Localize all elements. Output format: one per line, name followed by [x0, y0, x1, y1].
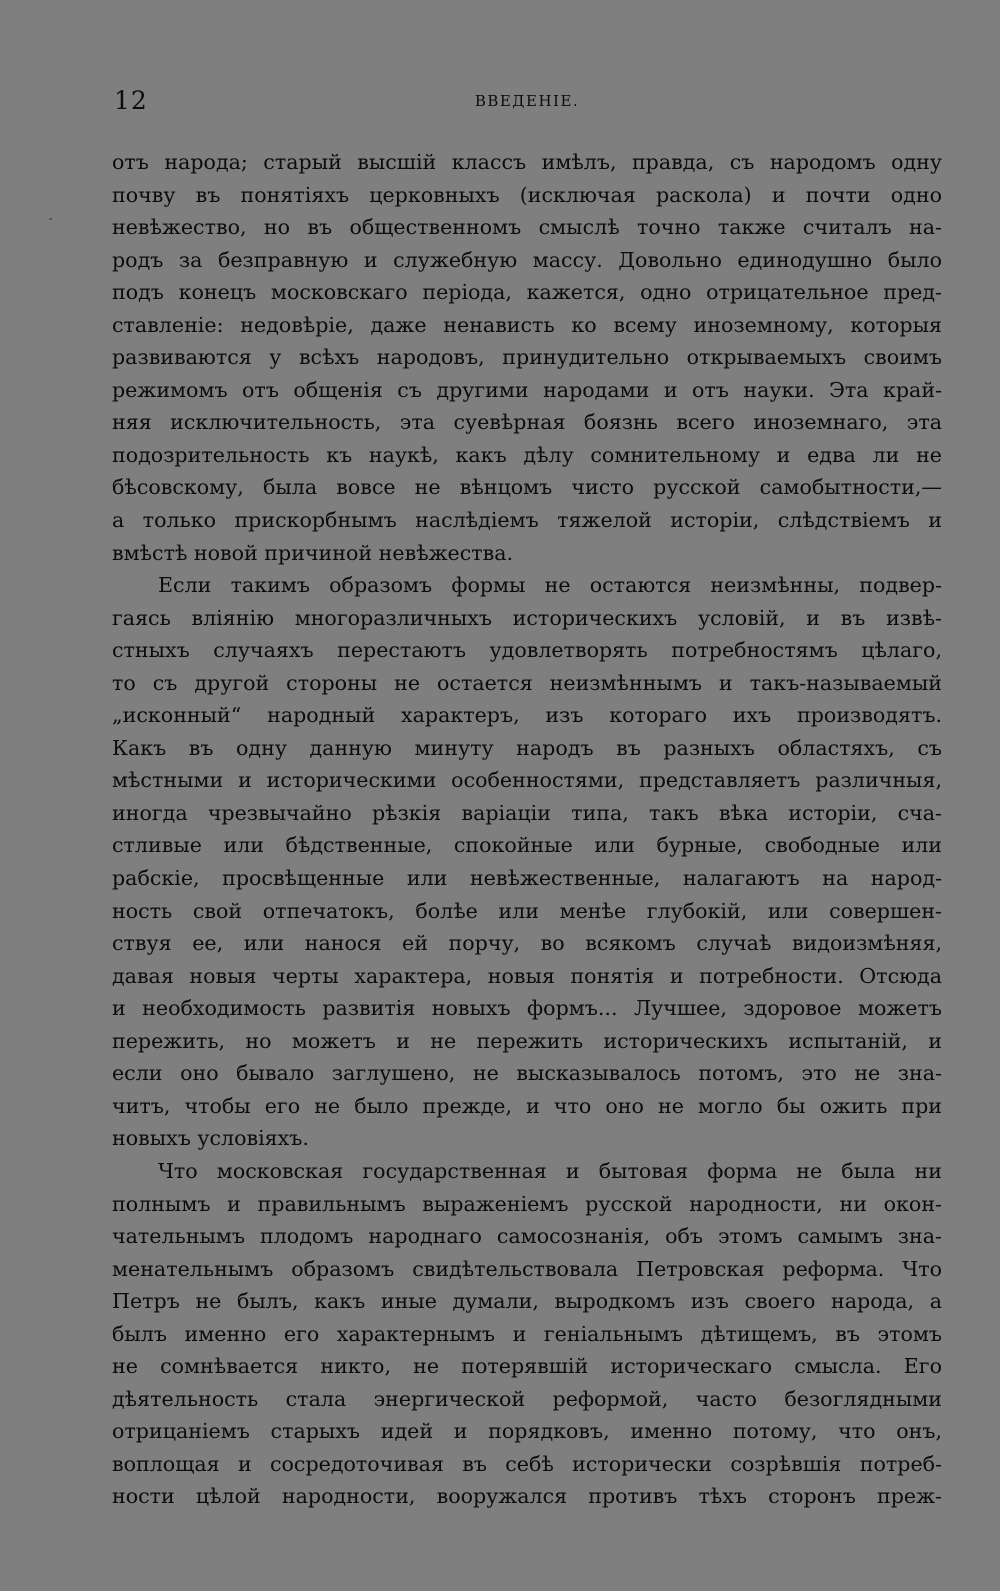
running-title: ВВЕДЕНІЕ.	[474, 92, 580, 110]
text-line: полнымъ и правильнымъ выраженіемъ русской народности, ни окон-	[112, 1191, 942, 1216]
page-number: 12	[114, 86, 148, 115]
text-line: иногда чрезвычайно рѣзкія варіаціи типа, такъ вѣка исторіи, сча-	[112, 800, 942, 825]
page-header	[112, 86, 942, 122]
text-line: стливые или бѣдственные, спокойные или бурные, свободные или	[112, 833, 942, 858]
text-line: развиваются у всѣхъ народовъ, принудительно открываемыхъ своимъ	[112, 345, 942, 370]
text-line: ствуя ее, или нанося ей порчу, во всякомъ случаѣ видоизмѣняя,	[112, 931, 942, 956]
text-line: пережить, но можетъ и не пережить историческихъ испытаній, и	[112, 1028, 942, 1053]
text-line: дѣятельность стала энергической реформой, часто безоглядными	[112, 1386, 942, 1411]
text-line: новыхъ условіяхъ.	[112, 1126, 309, 1151]
text-line: Если такимъ образомъ формы не остаются неизмѣнны, подвер-	[158, 573, 942, 598]
text-line: менательнымъ образомъ свидѣтельствовала Петровская реформа. Что	[112, 1256, 942, 1281]
text-line: Какъ въ одну данную минуту народъ въ разныхъ областяхъ, съ	[112, 735, 942, 760]
text-line: ставленіе: недовѣріе, даже ненависть ко всему иноземному, которыя	[112, 312, 942, 337]
text-line: почву въ понятіяхъ церковныхъ (исключая раскола) и почти одно	[112, 182, 942, 207]
text-line: чательнымъ плодомъ народнаго самосознанія, объ этомъ самымъ зна-	[112, 1224, 942, 1249]
text-line: то съ другой стороны не остается неизмѣннымъ и такъ-называемый	[112, 670, 942, 695]
text-line: невѣжество, но въ общественномъ смыслѣ точно также считалъ на-	[112, 215, 942, 240]
text-line: былъ именно его характернымъ и геніальнымъ дѣтищемъ, въ этомъ	[112, 1321, 942, 1346]
text-line: не сомнѣвается никто, не потерявшій историческаго смысла. Его	[112, 1354, 942, 1379]
text-line: воплощая и сосредоточивая въ себѣ исторически созрѣвшія потреб-	[112, 1451, 942, 1476]
scan-speck	[49, 218, 52, 220]
text-line: „исконный“ народный характеръ, изъ котораго ихъ производятъ.	[112, 703, 942, 728]
text-line: Петръ не былъ, какъ иные думали, выродкомъ изъ своего народа, а	[112, 1289, 942, 1314]
text-line: читъ, чтобы его не было прежде, и что оно не могло бы ожить при	[112, 1093, 942, 1118]
text-line: подъ конецъ московскаго періода, кажется, одно отрицательное пред-	[112, 280, 942, 305]
text-line: мѣстными и историческими особенностями, представляетъ различныя,	[112, 768, 942, 793]
text-line: отъ народа; старый высшій классъ имѣлъ, правда, съ народомъ одну	[112, 150, 942, 174]
text-line: родъ за безправную и служебную массу. Довольно единодушно было	[112, 247, 942, 272]
text-line: ности цѣлой народности, вооружался противъ тѣхъ сторонъ преж-	[112, 1484, 942, 1509]
text-line: ность свой отпечатокъ, болѣе или менѣе глубокій, или совершен-	[112, 898, 942, 923]
text-line: подозрительность къ наукѣ, какъ дѣлу сомнительному и едва ли не	[112, 442, 942, 467]
text-line: а только прискорбнымъ наслѣдіемъ тяжелой исторіи, слѣдствіемъ и	[112, 508, 942, 533]
body-text	[112, 146, 942, 1513]
text-line: отрицаніемъ старыхъ идей и порядковъ, именно потому, что онъ,	[112, 1419, 942, 1444]
text-line: вмѣстѣ новой причиной невѣжества.	[112, 540, 514, 565]
text-line: стныхъ случаяхъ перестаютъ удовлетворять потребностямъ цѣлаго,	[112, 638, 942, 663]
text-line: давая новыя черты характера, новыя понятія и потребности. Отсюда	[112, 963, 942, 988]
text-line: рабскіе, просвѣщенные или невѣжественные, налагаютъ на народ-	[112, 866, 942, 891]
text-line: гаясь вліянію многоразличныхъ историческихъ условій, и въ извѣ-	[112, 605, 942, 630]
text-line: Что московская государственная и бытовая форма не была ни	[158, 1158, 942, 1183]
text-line: бѣсовскому, была вовсе не вѣнцомъ чисто русской самобытности,—	[112, 475, 942, 500]
text-line: няя исключительность, эта суевѣрная боязнь всего иноземнаго, эта	[112, 410, 942, 435]
text-line: если оно бывало заглушено, не высказывалось потомъ, это не зна-	[112, 1061, 942, 1086]
text-line: режимомъ отъ общенія съ другими народами и отъ науки. Эта край-	[112, 377, 942, 402]
text-line: и необходимость развитія новыхъ формъ... Лучшее, здоровое можетъ	[112, 996, 942, 1021]
